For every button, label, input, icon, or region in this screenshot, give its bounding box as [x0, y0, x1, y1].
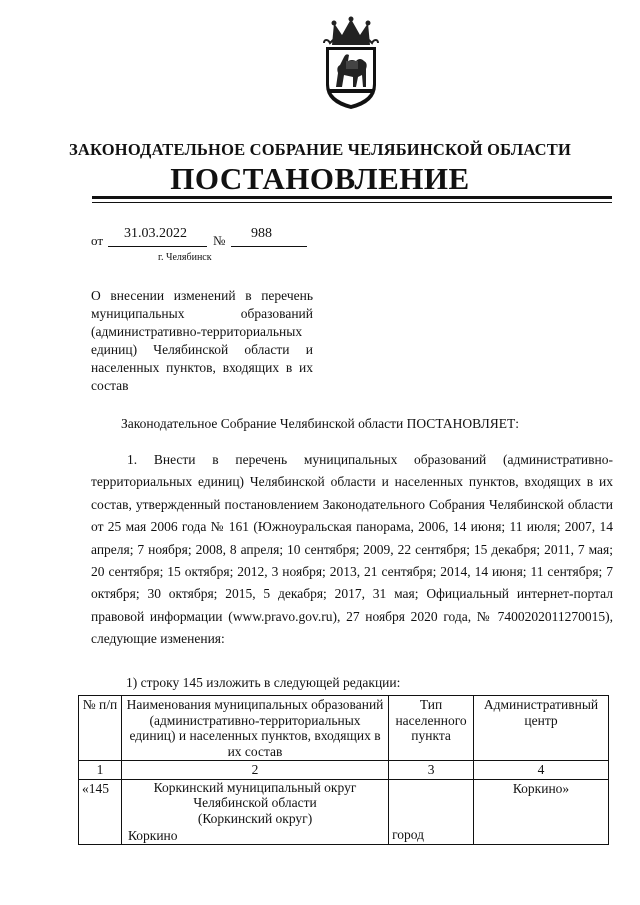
row-municipality-name-3: (Коркинский округ) [197, 810, 313, 826]
document-city: г. Челябинск [158, 252, 212, 263]
row-admin-center: Коркино» [474, 779, 609, 844]
date-underline [108, 246, 207, 247]
header-names: Наименования муниципальных образований (административно-территориальных единиц) и населенных пунктов, входящих в их состав [121, 696, 388, 761]
table-row [79, 779, 609, 844]
column-number: 4 [474, 761, 609, 780]
column-number: 2 [121, 761, 388, 780]
row-names-cell [121, 779, 388, 844]
column-number: 1 [79, 761, 122, 780]
number-label: № [213, 233, 226, 248]
number-underline [231, 246, 307, 247]
preamble: Законодательное Собрание Челябинской области ПОСТАНОВЛЯЕТ: [120, 416, 520, 431]
row-municipality-name-1: Коркинский муниципальный округ [153, 779, 357, 795]
document-number: 988 [251, 226, 272, 241]
column-number: 3 [389, 761, 474, 780]
body-item-1: 1) строку 145 изложить в следующей редакции: [126, 675, 401, 690]
document-date: 31.03.2022 [124, 226, 187, 241]
coat-of-arms-emblem [318, 15, 384, 111]
header-rule-thick [92, 196, 612, 199]
row-settlement-type: город [392, 827, 425, 842]
document-type-title: ПОСТАНОВЛЕНИЕ [170, 161, 470, 196]
header-number: № п/п [79, 696, 122, 761]
table-column-numbers-row [79, 761, 609, 780]
row-type-cell [389, 779, 474, 844]
document-subject: О внесении изменений в перечень муниципальных образований (административно-территориальных единиц) Челябинской области и населенных пунктов, входящих в их состав [91, 288, 313, 393]
body-paragraph-1: 1. Внести в перечень муниципальных образований (административно-территориальных единиц) Челябинской области и населенных пунктов, входящих в их состав, утвержденный постановлением Законодательного Собрания Челябинской области от 25 мая 2006 года № 161 (Южноуральская панорама, 2006, 14 июня; 11 июля; 2007, 14 апреля; 7 ноября; 2008, 8 апреля; 10 сентября; 2009, 22 сентября; 15 декабря; 2011, 7 мая; 20 сентября; 15 октября; 2012, 3 ноября; 2013, 21 сентября; 2014, 14 июня; 11 сентября; 7 октября; 30 октября; 2015, 5 декабря; 2017, 31 мая; Официальный интернет-портал правовой информации (www.pravo.gov.ru), 27 ноября 2020 года, № 7400202011270015), следующие изменения: [91, 452, 613, 647]
row-number-value: «145 [82, 780, 109, 796]
row-municipality-name-2: Челябинской области [193, 795, 317, 810]
header-rule-thin [92, 202, 612, 203]
row-number [79, 779, 122, 844]
organization-title: ЗАКОНОДАТЕЛЬНОЕ СОБРАНИЕ ЧЕЛЯБИНСКОЙ ОБЛАСТИ [68, 140, 572, 159]
amendment-table [78, 695, 609, 845]
table-header-row [79, 696, 609, 761]
header-admin-center: Административный центр [474, 696, 609, 761]
row-settlement-name: Коркино [127, 828, 178, 843]
date-label: от [91, 233, 104, 248]
header-settlement-type: Тип населенного пункта [389, 696, 474, 761]
